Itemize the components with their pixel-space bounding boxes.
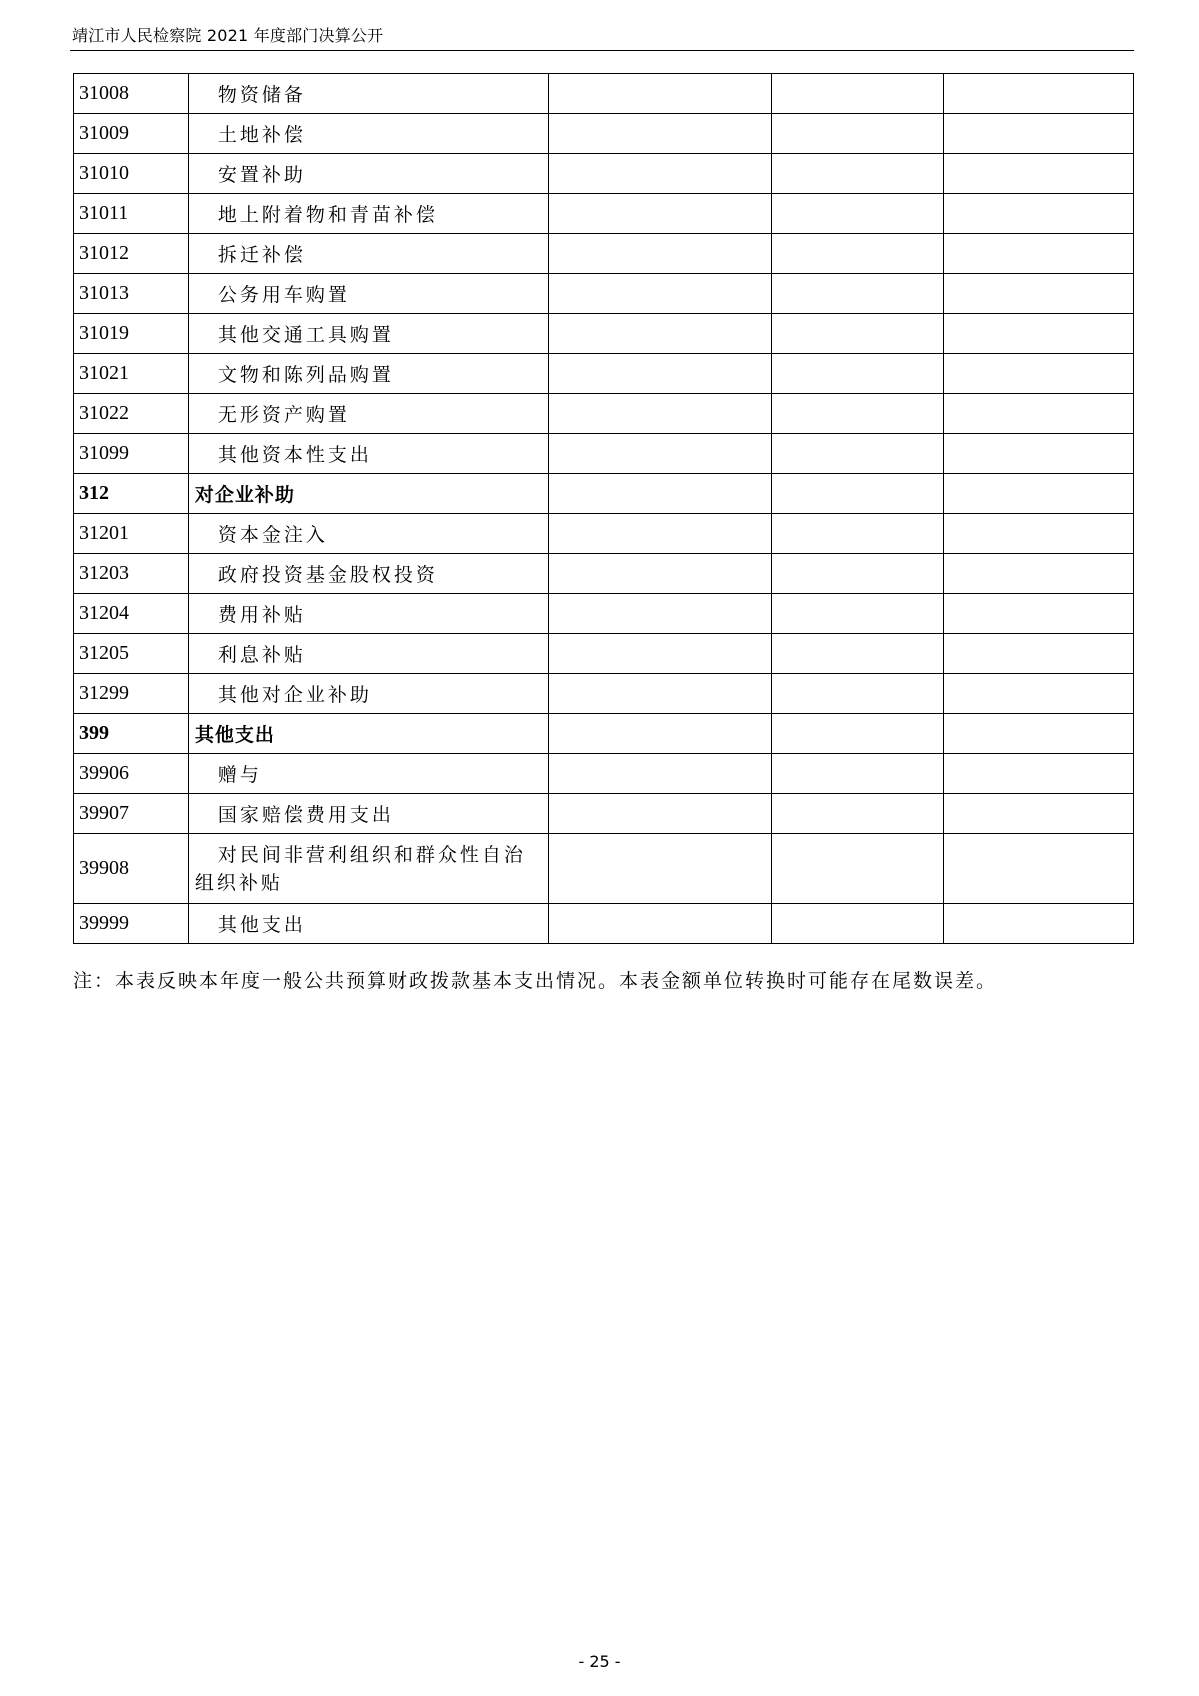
table-group-row [74, 714, 1134, 754]
amount-cell [944, 594, 1134, 634]
table-row [74, 114, 1134, 154]
economic-code-cell: 31012 [74, 234, 189, 274]
table-row [74, 554, 1134, 594]
amount-cell [944, 354, 1134, 394]
amount-cell [944, 434, 1134, 474]
item-name-cell: 物资储备 [188, 74, 548, 114]
amount-cell [944, 754, 1134, 794]
table-group-row [74, 474, 1134, 514]
amount-cell [548, 904, 771, 944]
item-name-cell: 对企业补助 [188, 474, 548, 514]
item-name-cell: 其他支出 [188, 714, 548, 754]
item-name-cell: 国家赔偿费用支出 [188, 794, 548, 834]
item-name-cell: 利息补贴 [188, 634, 548, 674]
amount-cell [548, 114, 771, 154]
amount-cell [771, 114, 943, 154]
table-row [74, 234, 1134, 274]
amount-cell [944, 274, 1134, 314]
item-name-cell: 赠与 [188, 754, 548, 794]
amount-cell [944, 674, 1134, 714]
item-name-line-1: 对民间非营利组织和群众性自治 [217, 843, 526, 866]
economic-code-cell: 312 [74, 474, 189, 514]
amount-cell [548, 194, 771, 234]
table-row [74, 394, 1134, 434]
amount-cell [771, 634, 943, 674]
amount-cell [944, 154, 1134, 194]
amount-cell [771, 514, 943, 554]
economic-code-cell: 31010 [74, 154, 189, 194]
amount-cell [548, 274, 771, 314]
economic-code-cell: 31205 [74, 634, 189, 674]
table-note: 注：本表反映本年度一般公共预算财政拨款基本支出情况。本表金额单位转换时可能存在尾数误差。 [73, 970, 998, 992]
amount-cell [548, 834, 771, 904]
table-row [74, 634, 1134, 674]
economic-code-cell: 399 [74, 714, 189, 754]
economic-code-cell: 31099 [74, 434, 189, 474]
economic-code-cell: 31013 [74, 274, 189, 314]
item-name-cell: 文物和陈列品购置 [188, 354, 548, 394]
item-name-cell: 安置补助 [188, 154, 548, 194]
item-name-line-2: 组织补贴 [194, 871, 283, 894]
economic-code-cell: 39999 [74, 904, 189, 944]
amount-cell [771, 474, 943, 514]
amount-cell [771, 74, 943, 114]
item-name-cell: 拆迁补偿 [188, 234, 548, 274]
amount-cell [771, 314, 943, 354]
table-row [74, 514, 1134, 554]
amount-cell [771, 354, 943, 394]
amount-cell [771, 834, 943, 904]
table-row [74, 794, 1134, 834]
document-title: 靖江市人民检察院 2021 年度部门决算公开 [72, 26, 384, 45]
amount-cell [771, 154, 943, 194]
economic-code-cell: 31019 [74, 314, 189, 354]
economic-code-cell: 31299 [74, 674, 189, 714]
economic-code-cell: 31021 [74, 354, 189, 394]
amount-cell [548, 634, 771, 674]
amount-cell [944, 194, 1134, 234]
amount-cell [548, 674, 771, 714]
page-header [70, 20, 1134, 51]
amount-cell [944, 114, 1134, 154]
item-name-cell: 其他资本性支出 [188, 434, 548, 474]
item-name-cell: 公务用车购置 [188, 274, 548, 314]
amount-cell [548, 154, 771, 194]
amount-cell [944, 74, 1134, 114]
amount-cell [771, 714, 943, 754]
amount-cell [771, 194, 943, 234]
table-row [74, 594, 1134, 634]
item-name-cell: 其他交通工具购置 [188, 314, 548, 354]
amount-cell [944, 714, 1134, 754]
amount-cell [548, 714, 771, 754]
table-row [74, 154, 1134, 194]
amount-cell [944, 394, 1134, 434]
amount-cell [771, 594, 943, 634]
amount-cell [771, 234, 943, 274]
item-name-cell: 地上附着物和青苗补偿 [188, 194, 548, 234]
item-name-cell: 无形资产购置 [188, 394, 548, 434]
economic-code-cell: 31008 [74, 74, 189, 114]
economic-code-cell: 39908 [74, 834, 189, 904]
amount-cell [548, 314, 771, 354]
economic-code-cell: 31203 [74, 554, 189, 594]
table-row [74, 434, 1134, 474]
table-row [74, 314, 1134, 354]
page-number: - 25 - [578, 1652, 621, 1671]
amount-cell [548, 514, 771, 554]
amount-cell [944, 314, 1134, 354]
amount-cell [771, 794, 943, 834]
economic-code-cell: 39906 [74, 754, 189, 794]
table-row [74, 834, 1134, 904]
amount-cell [771, 754, 943, 794]
table-row [74, 74, 1134, 114]
item-name-cell: 其他支出 [188, 904, 548, 944]
table-row [74, 754, 1134, 794]
amount-cell [771, 904, 943, 944]
amount-cell [548, 394, 771, 434]
amount-cell [944, 514, 1134, 554]
item-name-cell: 土地补偿 [188, 114, 548, 154]
economic-code-cell: 31201 [74, 514, 189, 554]
amount-cell [548, 794, 771, 834]
table-row [74, 194, 1134, 234]
amount-cell [548, 554, 771, 594]
item-name-cell: 政府投资基金股权投资 [188, 554, 548, 594]
amount-cell [548, 234, 771, 274]
item-name-cell: 费用补贴 [188, 594, 548, 634]
economic-code-cell: 39907 [74, 794, 189, 834]
amount-cell [548, 434, 771, 474]
amount-cell [771, 554, 943, 594]
budget-expenditure-table [73, 73, 1134, 944]
amount-cell [944, 554, 1134, 594]
table-row [74, 354, 1134, 394]
item-name-cell: 其他对企业补助 [188, 674, 548, 714]
item-name-cell [188, 834, 548, 904]
amount-cell [944, 634, 1134, 674]
amount-cell [771, 434, 943, 474]
amount-cell [548, 74, 771, 114]
economic-code-cell: 31022 [74, 394, 189, 434]
economic-code-cell: 31204 [74, 594, 189, 634]
amount-cell [771, 274, 943, 314]
amount-cell [548, 474, 771, 514]
amount-cell [944, 904, 1134, 944]
table-row [74, 274, 1134, 314]
amount-cell [944, 794, 1134, 834]
amount-cell [548, 594, 771, 634]
amount-cell [944, 474, 1134, 514]
table-row [74, 674, 1134, 714]
amount-cell [944, 834, 1134, 904]
item-name-cell: 资本金注入 [188, 514, 548, 554]
amount-cell [548, 754, 771, 794]
table-row [74, 904, 1134, 944]
economic-code-cell: 31011 [74, 194, 189, 234]
amount-cell [944, 234, 1134, 274]
amount-cell [771, 674, 943, 714]
economic-code-cell: 31009 [74, 114, 189, 154]
amount-cell [771, 394, 943, 434]
amount-cell [548, 354, 771, 394]
